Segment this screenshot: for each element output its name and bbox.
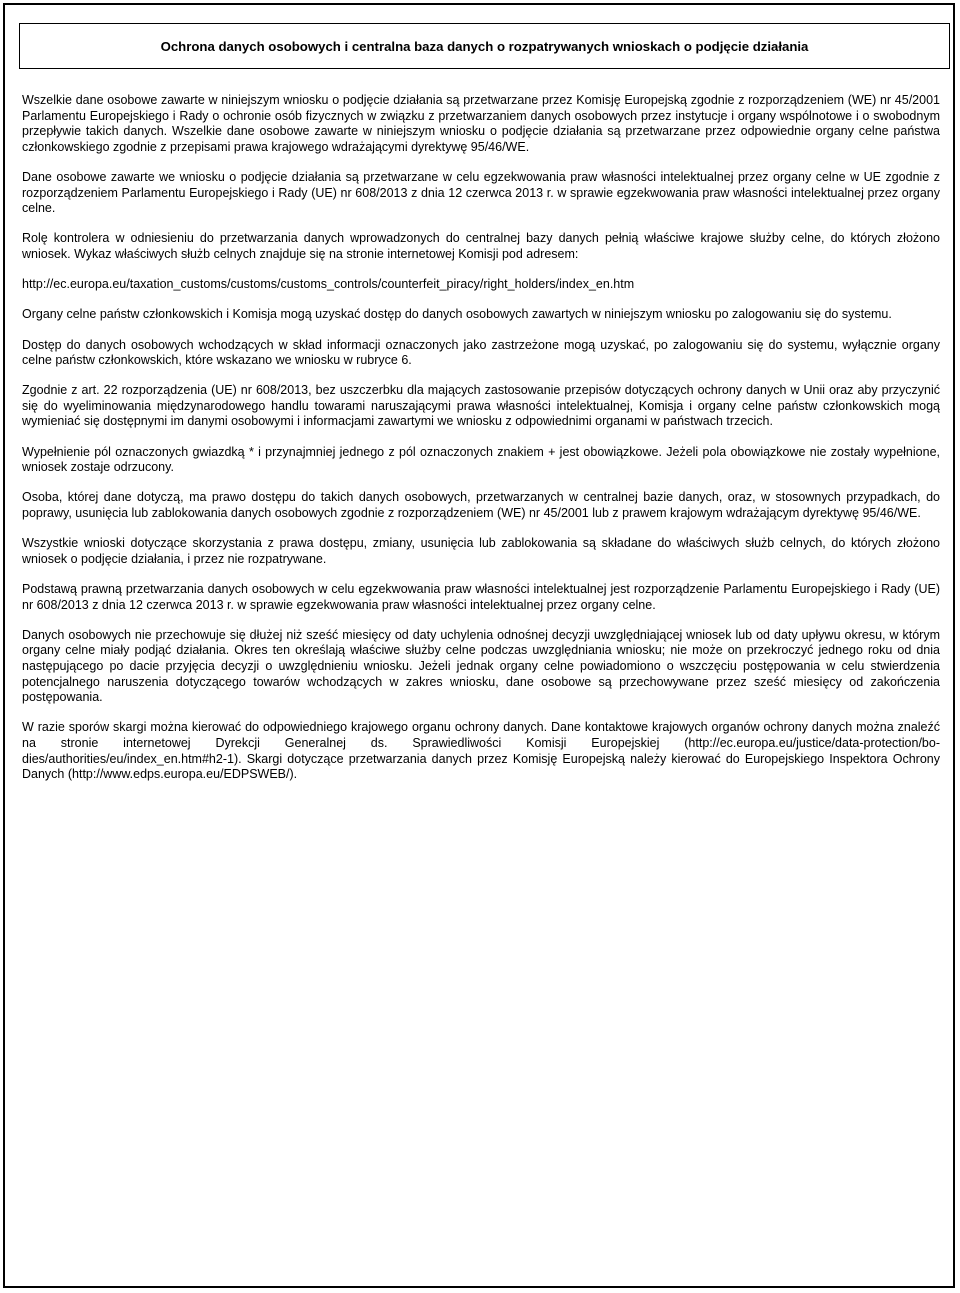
document-body: [22, 93, 940, 797]
paragraph-legal-basis: Podstawą prawną przetwarzania danych osobowych w celu egzekwowania praw własności intelektualnej jest rozporządzenie Parlamentu Europejskiego i Rady (UE) nr 608/2013 z dnia 12 czerwca 2013 r. w sprawie egzekwowania praw własności intelektualnej przez organy celne.: [22, 582, 940, 612]
paragraph-controller: Rolę kontrolera w odniesieniu do przetwarzania danych wprowadzonych do centralnej bazy danych pełnią właściwe krajowe służby celne, do których złożono wniosek. Wykaz właściwych służb celnych znajduje się na stronie internetowej Komisji pod adresem:: [22, 231, 940, 261]
paragraph-requests: Wszystkie wnioski dotyczące skorzystania z prawa dostępu, zmiany, usunięcia lub zablokowania są składane do właściwych służb celnych, do których złożono wniosek o podjęcie działania, i przez nie rozpatrywane.: [22, 536, 940, 566]
page-title: Ochrona danych osobowych i centralna baza danych o rozpatrywanych wnioskach o podjęcie działania: [160, 38, 809, 54]
paragraph-third-countries: Zgodnie z art. 22 rozporządzenia (UE) nr 608/2013, bez uszczerbku dla mających zastosowanie przepisów dotyczących ochrony danych w Unii oraz aby przyczynić się do wyeliminowania międzynarodowego handlu towarami naruszającymi prawa własności intelektualnej, Komisja i organy celne państw członkowskich mogą wymieniać się dostępnymi im danymi osobowymi i informacjami zawartymi we wniosku z odpowiednimi organami w państwach trzecich.: [22, 383, 940, 429]
paragraph-complaints: W razie sporów skargi można kierować do odpowiedniego krajowego organu ochrony danych. Dane kontaktowe krajowych organów ochrony danych można znaleźć na stronie internetowej Dyrekcji Generalnej ds. Sprawiedliwości Komisji Europejskiej (http://ec.europa.eu/justice/data-protection/bodies/authorities/eu/index_en.htm#h2-1). Skargi dotyczące przetwarzania danych przez Komisję Europejską należy kierować do Europejskiego Inspektora Ochrony Danych (http://www.edps.europa.eu/EDPSWEB/).: [22, 720, 940, 782]
paragraph-mandatory-fields: Wypełnienie pól oznaczonych gwiazdką * i przynajmniej jednego z pól oznaczonych znakiem + jest obowiązkowe. Jeżeli pola obowiązkowe nie zostały wypełnione, wniosek zostaje odrzucony.: [22, 444, 940, 475]
customs-services-link[interactable]: http://ec.europa.eu/taxation_customs/customs/customs_controls/counterfeit_piracy/right_holders/index_en.htm: [22, 277, 635, 292]
paragraph-data-subject-rights: Osoba, której dane dotyczą, ma prawo dostępu do takich danych osobowych, przetwarzanych w centralnej bazie danych, oraz, w stosownych przypadkach, do poprawy, usunięcia lub zablokowania danych osobowych zgodnie z rozporządzeniem (WE) nr 45/2001 lub z prawem krajowym wdrażającym dyrektywę 95/46/WE.: [22, 490, 940, 521]
paragraph-purpose: Dane osobowe zawarte we wniosku o podjęcie działania są przetwarzane w celu egzekwowania praw własności intelektualnej przez organy celne w UE zgodnie z rozporządzeniem Parlamentu Europejskiego i Rady (UE) nr 608/2013 z dnia 12 czerwca 2013 r. w sprawie egzekwowania praw własności intelektualnej przez organy celne.: [22, 169, 940, 216]
paragraph-access: Organy celne państw członkowskich i Komisja mogą uzyskać dostęp do danych osobowych zawartych w niniejszym wniosku po zalogowaniu się do systemu.: [22, 307, 892, 322]
title-box: [19, 23, 950, 69]
paragraph-restricted-access: Dostęp do danych osobowych wchodzących w skład informacji oznaczonych jako zastrzeżone mogą uzyskać, po zalogowaniu się do systemu, wyłącznie organy celne państw członkowskich, które wskazano we wniosku w rubryce 6.: [22, 337, 940, 368]
paragraph-data-processing: Wszelkie dane osobowe zawarte w niniejszym wniosku o podjęcie działania są przetwarzane przez Komisję Europejską zgodnie z rozporządzeniem (WE) nr 45/2001 Parlamentu Europejskiego i Rady o ochronie osób fizycznych w związku z przetwarzaniem danych osobowych przez instytucje i organy wspólnotowe i o swobodnym przepływie takich danych. Wszelkie dane osobowe zawarte w niniejszym wniosku o podjęcie działania są przetwarzane przez odpowiednie organy celne państwa członkowskiego zgodnie z przepisami prawa krajowego wdrażającymi dyrektywę 95/46/WE.: [22, 93, 940, 154]
paragraph-retention: Danych osobowych nie przechowuje się dłużej niż sześć miesięcy od daty uchylenia odnośnej decyzji uwzględniającej wniosek lub od daty upływu okresu, w którym organy celne miały podjąć działania. Okres ten określają właściwe służby celne podczas uwzględniania wniosku; nie może on przekroczyć jednego roku od dnia następującego po dacie przyjęcia decyzji o uwzględnieniu wniosku. Jeżeli jednak organy celne powiadomiono o wszczęciu postępowania w celu stwierdzenia potencjalnego naruszenia dotyczącego towarów wchodzących w zakres wniosku, dane osobowe są przechowywane przez sześć miesięcy od zakończenia postępowania.: [22, 627, 940, 705]
